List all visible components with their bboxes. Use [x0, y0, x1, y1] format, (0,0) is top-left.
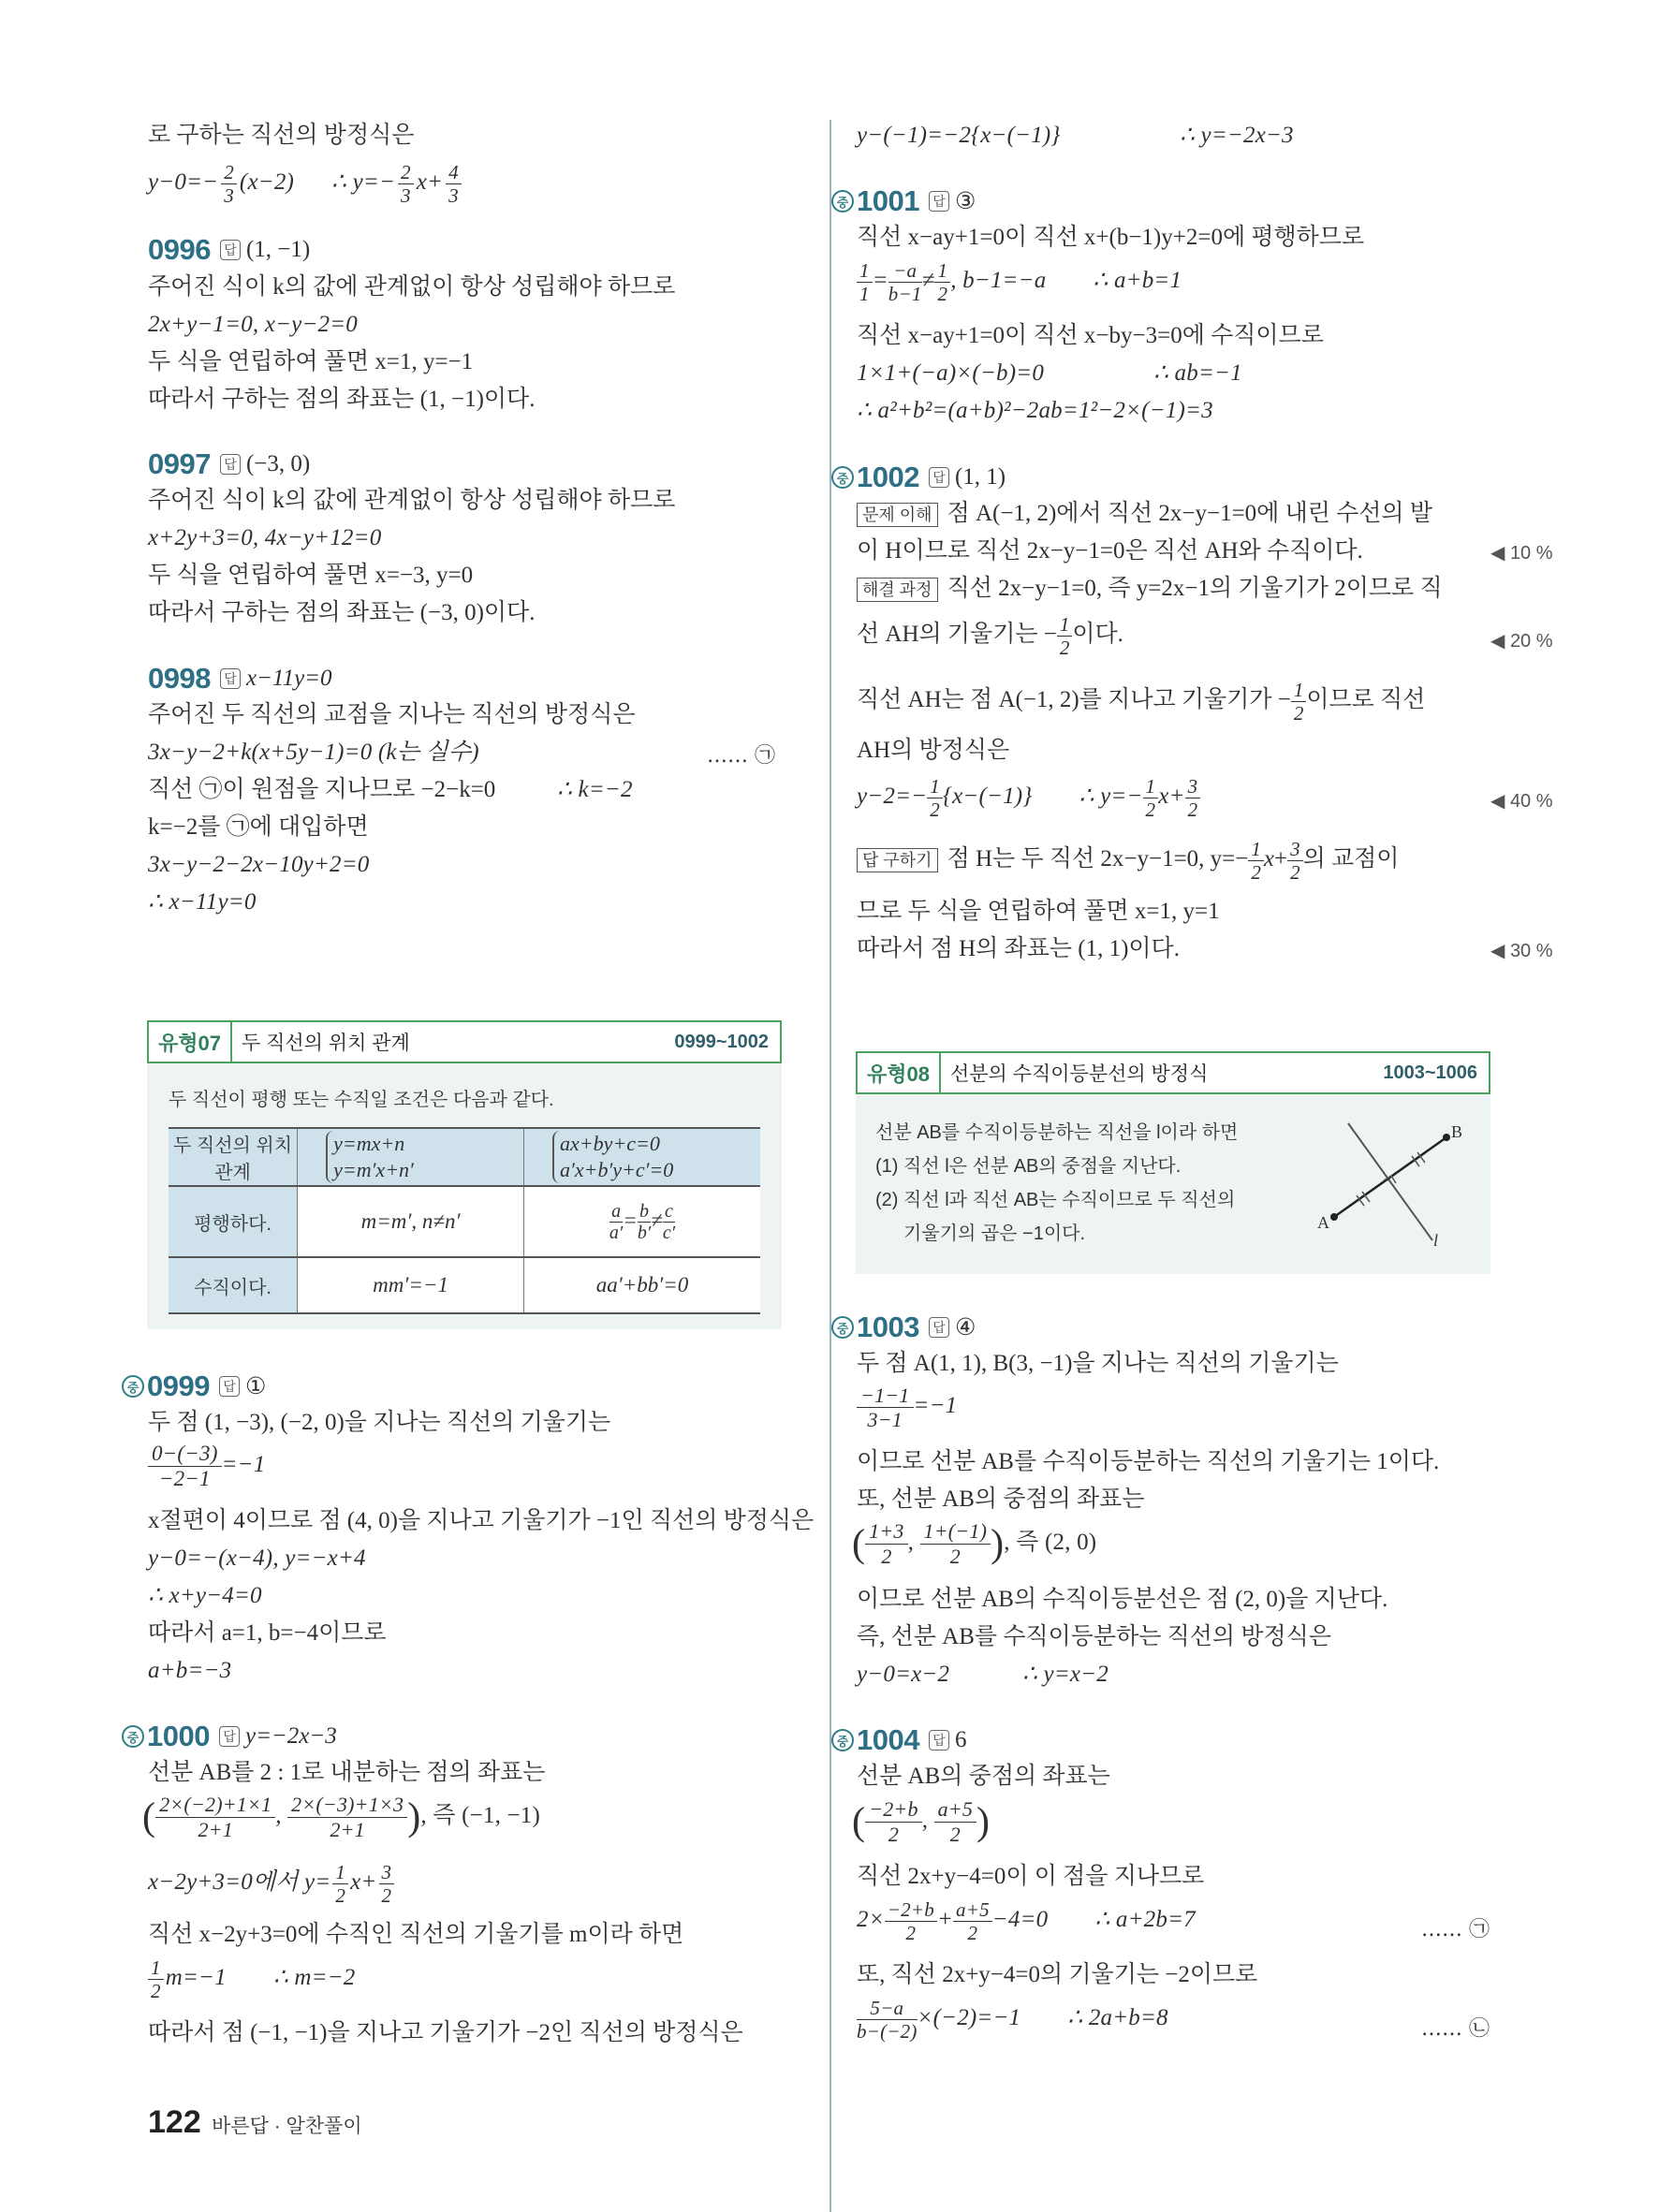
table-cell: aa′+bb′=0: [524, 1257, 760, 1313]
answer-icon: 답: [220, 454, 241, 475]
step-tag: 해결 과정: [857, 578, 938, 602]
bisector-line: [1348, 1123, 1432, 1240]
solution-line: 주어진 식이 k의 값에 관계없이 항상 성립해야 하므로: [148, 488, 676, 513]
solution-line: 직선 x−ay+1=0이 직선 x+(b−1)y+2=0에 평행하므로: [857, 225, 1365, 250]
table-cell: m=m′, n≠n′: [298, 1186, 524, 1257]
problem-number: 0998: [148, 662, 211, 695]
solution-line: 2x+y−1=0, x−y−2=0: [148, 312, 359, 337]
solution-line: 또, 선분 AB의 중점의 좌표는: [857, 1487, 1145, 1512]
perpendicular-bisector-figure: [1306, 1109, 1475, 1250]
problem-number: 1000: [147, 1720, 210, 1752]
fraction: $\frac{4}{3}$: [446, 161, 462, 207]
solution-line: 즉, 선분 AB를 수직이등분하는 직선의 방정식은: [857, 1624, 1331, 1649]
problem-number: 0997: [148, 447, 211, 480]
solution-line: 3x−y−2+k(x+5y−1)=0 (k는 실수): [148, 740, 479, 765]
therefore-line: ∴ k=−2: [557, 777, 633, 802]
table-header: 두 직선의 위치 관계: [169, 1128, 298, 1186]
problem-header-1003: [831, 1309, 976, 1346]
type-range: 0999~1002: [674, 1031, 769, 1052]
point-a: [1330, 1213, 1338, 1221]
solution-line: 므로 두 식을 연립하여 풀면 x=1, y=1: [857, 899, 1220, 924]
answer-value: (1, −1): [245, 237, 311, 262]
type08-header: [856, 1051, 1490, 1094]
division-point-equation: ( $\frac{2\times(-2)+1\times 1}{2+1}$ , $\frac{2\times(-3)+1\times 3}{2+1}$ ), 즉 (−1, −1): [142, 1793, 541, 1841]
answer-value: y=−2x−3: [244, 1723, 337, 1749]
problem-header-1002: [831, 459, 1006, 496]
solution-line: 직선 AH는 점 A(−1, 2)를 지나고 기울기가 − $\frac{1}{2}$ 이므로 직선: [857, 679, 1426, 725]
answer-value: (−3, 0): [245, 451, 311, 476]
type-title: 두 직선의 위치 관계: [241, 1033, 410, 1054]
answer-value: x−11y=0: [245, 666, 332, 691]
solution-line: x절편이 4이므로 점 (4, 0)을 지나고 기울기가 −1인 직선의 방정식은: [148, 1508, 815, 1533]
solution-line: 두 식을 연립하여 풀면 x=1, y=−1: [148, 349, 474, 374]
equation-mark: …… ㉠: [707, 744, 775, 768]
medium-difficulty-icon: 중: [831, 1316, 854, 1339]
problem-header-1001: [831, 183, 976, 220]
therefore-line: ∴ ab=−1: [1153, 360, 1242, 386]
type07-header: [147, 1020, 782, 1063]
slope-equation: $\frac{0-(-3)}{-2-1}$ =−1: [148, 1442, 265, 1498]
fraction: $\frac{2}{3}$: [221, 161, 237, 207]
type-range: 1003~1006: [1383, 1062, 1477, 1083]
problem-header-0998: [148, 660, 332, 697]
medium-difficulty-icon: 중: [122, 1375, 144, 1398]
solution-line: x+2y+3=0, 4x−y+12=0: [148, 525, 382, 550]
solution-line: AH의 방정식은: [857, 738, 1010, 763]
table-cell: mm′=−1: [298, 1257, 524, 1313]
table-row-label: 수직이다.: [169, 1257, 298, 1313]
intro-line: 로 구하는 직선의 방정식은: [148, 123, 415, 148]
solution-line: a+b=−3: [148, 1658, 232, 1683]
score-percent: ◀ 40 %: [1490, 791, 1553, 812]
answer-value: ④: [954, 1315, 976, 1340]
type-label: 유형07: [149, 1022, 232, 1062]
solution-line: 직선 ㉠이 원점을 지나므로 −2−k=0: [148, 777, 496, 802]
problem-number: 0999: [147, 1370, 210, 1402]
problem-header-0997: [148, 446, 310, 483]
column-divider: [830, 120, 831, 2212]
problem-header-0999: [122, 1368, 266, 1405]
problem-number: 1001: [857, 184, 919, 217]
solution-line: 선분 AB의 중점의 좌표는: [857, 1764, 1110, 1789]
equation-mark: …… ㉠: [1421, 1918, 1490, 1941]
solution-line: 주어진 두 직선의 교점을 지나는 직선의 방정식은: [148, 702, 636, 727]
step-tag: 문제 이해: [857, 503, 938, 527]
solution-line: 3x−y−2−2x−10y+2=0: [148, 852, 370, 877]
solution-line: 직선 x−ay+1=0이 직선 x−by−3=0에 수직이므로: [857, 323, 1324, 348]
solution-line: 또, 직선 2x+y−4=0의 기울기는 −2이므로: [857, 1962, 1258, 1987]
solution-line: 문제 이해 점 A(−1, 2)에서 직선 2x−y−1=0에 내린 수선의 발: [857, 498, 1432, 530]
table-header: y=mx+n y=m′x+n′: [298, 1128, 524, 1186]
solution-line: ∴ x−11y=0: [148, 889, 257, 915]
type08-description: 선분 AB를 수직이등분하는 직선을 l이라 하면: [875, 1122, 1239, 1143]
label-l: l: [1433, 1231, 1439, 1250]
type-label: 유형08: [858, 1053, 941, 1092]
midpoint-equation: ( $\frac{-2+b}{2}$ , $\frac{a+5}{2}$ ): [852, 1797, 991, 1846]
answer-value: (1, 1): [954, 464, 1006, 490]
solution-line: 두 식을 연립하여 풀면 x=−3, y=0: [148, 563, 474, 588]
point-b: [1443, 1134, 1450, 1141]
fraction: $\frac{2}{3}$: [398, 161, 414, 207]
answer-icon: 답: [219, 1726, 240, 1747]
answer-value: 6: [954, 1727, 967, 1752]
solution-equation: 2× $\frac{-2+b}{2}$ + $\frac{a+5}{2}$ −4=0 ∴ a+2b=7: [857, 1898, 1196, 1944]
solution-line: 따라서 점 (−1, −1)을 지나고 기울기가 −2인 직선의 방정식은: [148, 2020, 743, 2045]
answer-icon: 답: [220, 668, 241, 689]
step-tag: 답 구하기: [857, 848, 938, 872]
answer-value: ①: [244, 1374, 267, 1399]
table-header: ax+by+c=0 a′x+b′y+c′=0: [524, 1128, 760, 1186]
solution-line: 따라서 구하는 점의 좌표는 (1, −1)이다.: [148, 387, 536, 412]
solution-line: 해결 과정 직선 2x−y−1=0, 즉 y=2x−1의 기울기가 2이므로 직: [857, 573, 1443, 605]
solution-line: 직선 x−2y+3=0에 수직인 직선의 기울기를 m이라 하면: [148, 1922, 684, 1947]
solution-line: 답 구하기 점 H는 두 직선 2x−y−1=0, y=− $\frac{1}{2}$ x+ $\frac{3}{2}$ 의 교점이: [857, 838, 1399, 890]
score-percent: ◀ 20 %: [1490, 631, 1553, 652]
table-row-label: 평행하다.: [169, 1186, 298, 1257]
score-percent: ◀ 10 %: [1490, 543, 1553, 564]
solution-equation: $\frac{1}{2}$ m=−1 ∴ m=−2: [148, 1956, 355, 2013]
type-title: 선분의 수직이등분선의 방정식: [949, 1063, 1209, 1085]
problem-number: 1003: [857, 1311, 919, 1343]
answer-value: ③: [954, 189, 976, 214]
table-cell: $\frac{a}{a'}$ = $\frac{b}{b'}$ ≠ $\frac{c}{c'}$: [524, 1186, 760, 1257]
medium-difficulty-icon: 중: [831, 466, 854, 489]
therefore-line: ∴ y=−2x−3: [1180, 123, 1294, 148]
solution-line: y−(−1)=−2{x−(−1)}: [857, 123, 1061, 148]
answer-icon: 답: [929, 467, 949, 488]
solution-line: 두 점 A(1, 1), B(3, −1)을 지나는 직선의 기울기는: [857, 1351, 1339, 1376]
type08-description: (2) 직선 l과 직선 AB는 수직이므로 두 직선의: [875, 1190, 1236, 1210]
problem-number: 0996: [148, 233, 211, 266]
solution-line: 선분 AB를 2 : 1로 내분하는 점의 좌표는: [148, 1760, 546, 1785]
solution-line: k=−2를 ㉠에 대입하면: [148, 814, 369, 840]
solution-line: y−0=−(x−4), y=−x+4: [148, 1545, 366, 1571]
type08-description: (1) 직선 l은 선분 AB의 중점을 지난다.: [875, 1156, 1182, 1177]
type08-description: 기울기의 곱은 −1이다.: [903, 1223, 1086, 1244]
solution-line: 선 AH의 기울기는 − $\frac{1}{2}$ 이다.: [857, 613, 1123, 659]
equation-mark: …… ㉡: [1421, 2017, 1490, 2041]
page-number: 122: [148, 2104, 201, 2140]
problem-number: 1002: [857, 461, 919, 493]
label-a: A: [1317, 1213, 1329, 1232]
medium-difficulty-icon: 중: [122, 1725, 144, 1748]
answer-icon: 답: [220, 240, 241, 260]
solution-line: ∴ a²+b²=(a+b)²−2ab=1²−2×(−1)=3: [857, 398, 1213, 423]
solution-line: 두 점 (1, −3), (−2, 0)을 지나는 직선의 기울기는: [148, 1410, 611, 1435]
midpoint-equation: ( $\frac{1+3}{2}$ , $\frac{1+(-1)}{2}$ ), 즉 (2, 0): [852, 1519, 1097, 1568]
solution-line: 따라서 a=1, b=−4이므로: [148, 1620, 387, 1646]
line-ah-equation: y−2=− $\frac{1}{2}$ {x−(−1)} ∴ y=− $\frac{1}{2}$ x+ $\frac{3}{2}$: [857, 775, 1200, 829]
label-b: B: [1451, 1122, 1463, 1141]
problem-header-1004: [831, 1721, 966, 1759]
therefore-line: ∴ y=x−2: [1022, 1662, 1108, 1687]
solution-line: 따라서 점 H의 좌표는 (1, 1)이다.: [857, 936, 1180, 961]
answer-icon: 답: [929, 1730, 949, 1751]
solution-line: 직선 2x+y−4=0이 이 점을 지나므로: [857, 1864, 1205, 1889]
solution-line: 이므로 선분 AB의 수직이등분선은 점 (2, 0)을 지난다.: [857, 1587, 1388, 1612]
solution-line: 이 H이므로 직선 2x−y−1=0은 직선 AH와 수직이다.: [857, 538, 1363, 564]
problem-header-0996: [148, 231, 310, 269]
answer-icon: 답: [219, 1376, 240, 1397]
type07-description: 두 직선이 평행 또는 수직일 조건은 다음과 같다.: [169, 1090, 554, 1110]
slope-equation: $\frac{-1-1}{3-1}$ =−1: [857, 1384, 957, 1438]
solution-line: 이므로 선분 AB를 수직이등분하는 직선의 기울기는 1이다.: [857, 1449, 1440, 1474]
problem-number: 1004: [857, 1723, 919, 1756]
book-title: 바른답 · 알찬풀이: [212, 2116, 362, 2137]
solution-equation: $\frac{5-a}{b-(-2)}$ ×(−2)=−1 ∴ 2a+b=8: [857, 1997, 1168, 2043]
answer-icon: 답: [929, 1317, 949, 1338]
solution-line: ∴ x+y−4=0: [148, 1583, 262, 1608]
answer-icon: 답: [929, 191, 949, 212]
solution-line: 1×1+(−a)×(−b)=0: [857, 360, 1045, 386]
parallel-condition-equation: $\frac{1}{1}$ = $\frac{-a}{b-1}$ ≠ $\frac{1}{2}$ , b−1=−a ∴ a+b=1: [857, 259, 1182, 315]
medium-difficulty-icon: 중: [831, 1729, 854, 1751]
medium-difficulty-icon: 중: [831, 190, 854, 212]
solution-line: y−0=x−2: [857, 1662, 950, 1687]
solution-line: 주어진 식이 k의 값에 관계없이 항상 성립해야 하므로: [148, 274, 676, 300]
position-relation-table: [169, 1127, 760, 1314]
solution-line: 따라서 구하는 점의 좌표는 (−3, 0)이다.: [148, 600, 536, 625]
problem-header-1000: [122, 1718, 337, 1755]
intro-equation: y−0=− $\frac{2}{3}$ (x−2) ∴ y=− $\frac{2}{3}$ x+ $\frac{4}{3}$: [148, 161, 464, 217]
solution-equation: x−2y+3=0에서 y= $\frac{1}{2}$ x+ $\frac{3}{2}$: [148, 1861, 396, 1917]
score-percent: ◀ 30 %: [1490, 941, 1553, 961]
